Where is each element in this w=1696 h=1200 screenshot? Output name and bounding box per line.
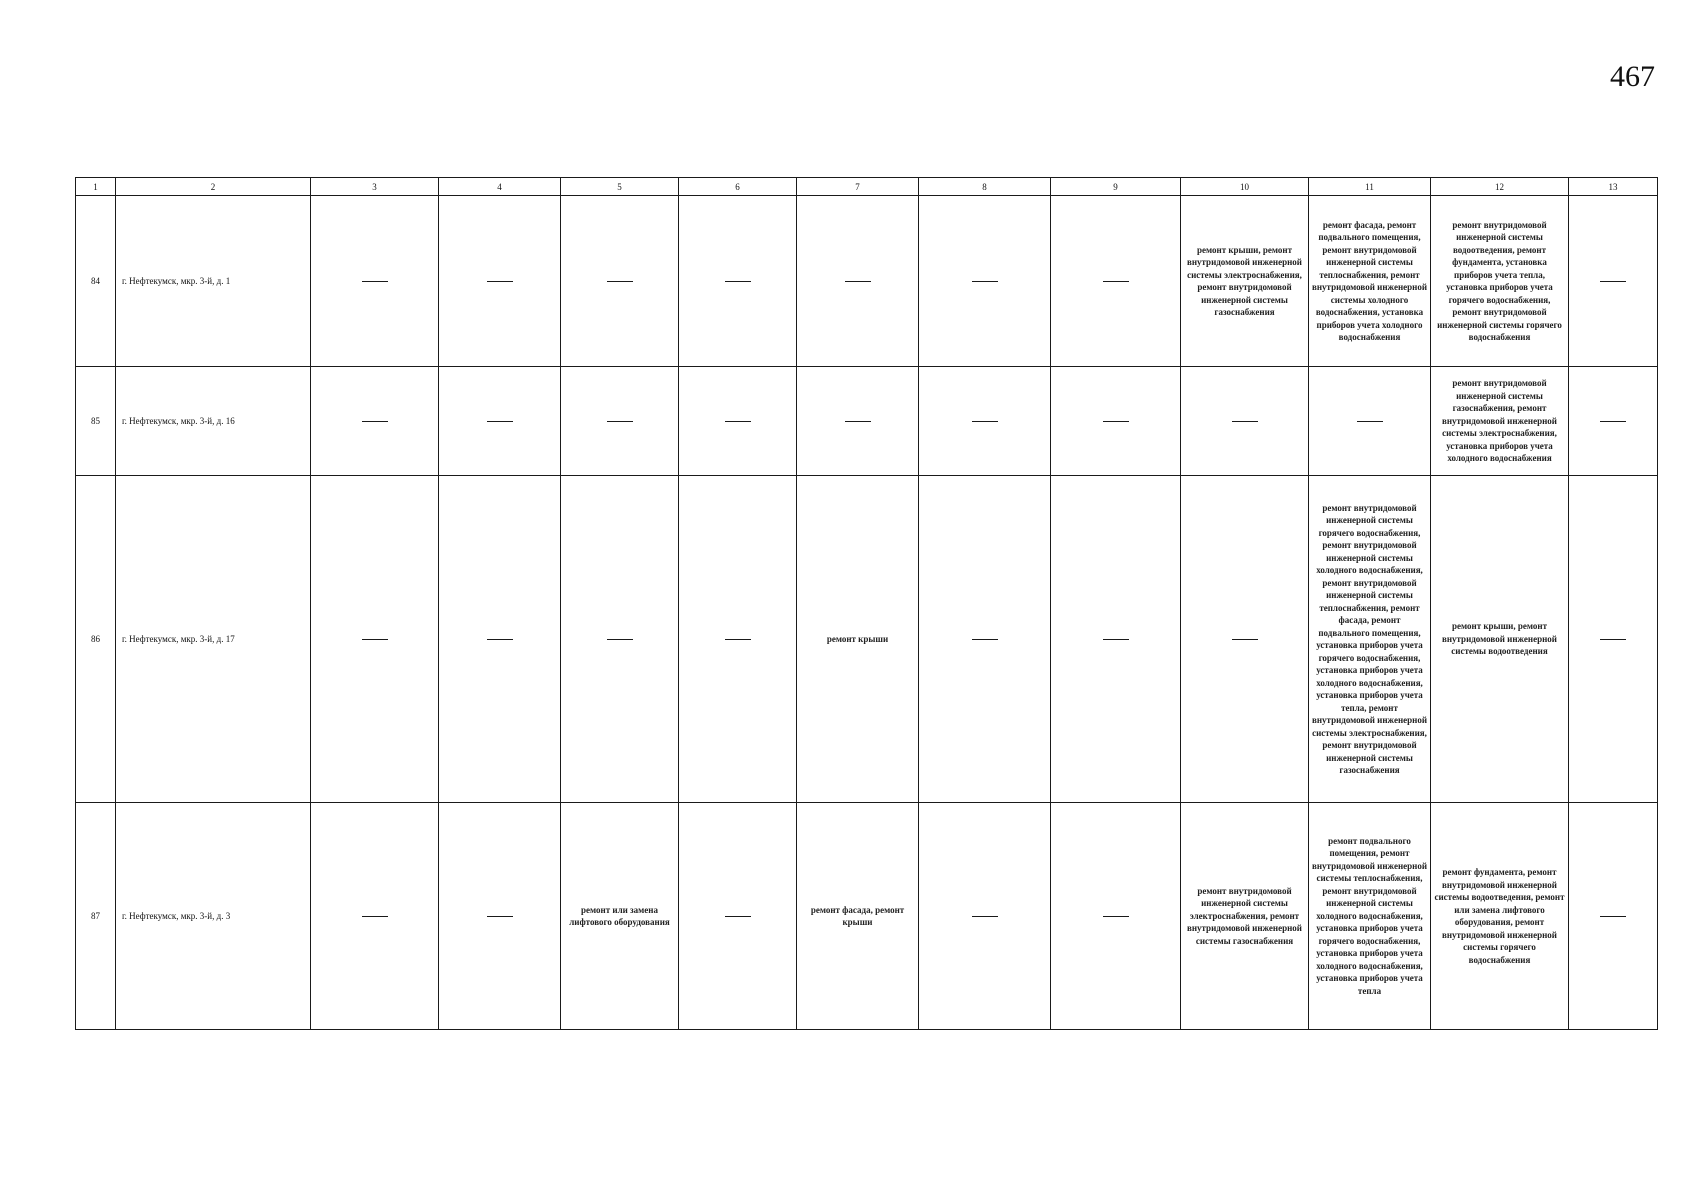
dash-mark (487, 421, 513, 422)
dash-mark (1600, 639, 1626, 640)
dash-mark (725, 281, 751, 282)
table-row (76, 196, 1658, 367)
cell-works: ремонт внутридомовой инженерной системы электроснабжения, ремонт внутридомовой инженерной системы газоснабжения (1181, 803, 1309, 1030)
cell-empty (1569, 476, 1658, 803)
cell-empty (679, 367, 797, 476)
column-header: 13 (1569, 178, 1658, 196)
dash-mark (362, 639, 388, 640)
cell-empty (919, 196, 1051, 367)
column-header: 4 (439, 178, 561, 196)
dash-mark (607, 281, 633, 282)
column-header: 5 (561, 178, 679, 196)
row-number: 86 (76, 476, 116, 803)
dash-mark (1600, 421, 1626, 422)
cell-empty (439, 196, 561, 367)
cell-empty (1569, 196, 1658, 367)
cell-works: ремонт фасада, ремонт подвального помещения, ремонт внутридомовой инженерной системы теплоснабжения, ремонт внутридомовой инженерной системы холодного водоснабжения, установка приборов учета холодного водоснабжения (1309, 196, 1431, 367)
dash-mark (972, 916, 998, 917)
column-header: 12 (1431, 178, 1569, 196)
cell-empty (1181, 476, 1309, 803)
row-number: 85 (76, 367, 116, 476)
dash-mark (1357, 421, 1383, 422)
dash-mark (362, 421, 388, 422)
column-header: 1 (76, 178, 116, 196)
dash-mark (1103, 421, 1129, 422)
dash-mark (845, 421, 871, 422)
column-header: 3 (311, 178, 439, 196)
cell-empty (679, 196, 797, 367)
cell-empty (311, 803, 439, 1030)
header-row (76, 178, 1658, 196)
row-number: 87 (76, 803, 116, 1030)
dash-mark (1103, 281, 1129, 282)
dash-mark (487, 916, 513, 917)
cell-empty (561, 476, 679, 803)
dash-mark (972, 281, 998, 282)
cell-empty (1051, 196, 1181, 367)
cell-works: ремонт фасада, ремонт крыши (797, 803, 919, 1030)
cell-works: ремонт внутридомовой инженерной системы газоснабжения, ремонт внутридомовой инженерной системы электроснабжения, установка приборов учета холодного водоснабжения (1431, 367, 1569, 476)
dash-mark (1103, 916, 1129, 917)
cell-empty (919, 367, 1051, 476)
column-header: 9 (1051, 178, 1181, 196)
dash-mark (362, 916, 388, 917)
cell-works: ремонт крыши, ремонт внутридомовой инженерной системы электроснабжения, ремонт внутридомовой инженерной системы газоснабжения (1181, 196, 1309, 367)
table-row (76, 803, 1658, 1030)
dash-mark (725, 639, 751, 640)
dash-mark (1232, 421, 1258, 422)
dash-mark (972, 639, 998, 640)
cell-empty (311, 476, 439, 803)
table-row (76, 367, 1658, 476)
dash-mark (1600, 281, 1626, 282)
dash-mark (725, 916, 751, 917)
cell-empty (561, 367, 679, 476)
schedule-table (75, 177, 1658, 1030)
cell-empty (1569, 803, 1658, 1030)
cell-works: ремонт крыши, ремонт внутридомовой инженерной системы водоотведения (1431, 476, 1569, 803)
cell-works: ремонт подвального помещения, ремонт внутридомовой инженерной системы теплоснабжения, ремонт внутридомовой инженерной системы холодного водоснабжения, установка приборов учета горячего водоснабжения, установка приборов учета холодного водоснабжения, установка приборов учета тепла (1309, 803, 1431, 1030)
dash-mark (1232, 639, 1258, 640)
column-header: 10 (1181, 178, 1309, 196)
page-number: 467 (1610, 60, 1655, 93)
cell-empty (311, 367, 439, 476)
dash-mark (362, 281, 388, 282)
cell-empty (797, 367, 919, 476)
dash-mark (1103, 639, 1129, 640)
table-row (76, 476, 1658, 803)
dash-mark (487, 639, 513, 640)
cell-empty (919, 803, 1051, 1030)
column-header: 8 (919, 178, 1051, 196)
dash-mark (607, 421, 633, 422)
column-header: 11 (1309, 178, 1431, 196)
cell-empty (439, 476, 561, 803)
cell-empty (1309, 367, 1431, 476)
cell-empty (1051, 803, 1181, 1030)
dash-mark (487, 281, 513, 282)
cell-works: ремонт или замена лифтового оборудования (561, 803, 679, 1030)
cell-empty (679, 476, 797, 803)
cell-empty (311, 196, 439, 367)
cell-empty (1051, 476, 1181, 803)
cell-empty (439, 367, 561, 476)
dash-mark (972, 421, 998, 422)
column-header: 7 (797, 178, 919, 196)
cell-empty (1181, 367, 1309, 476)
cell-empty (561, 196, 679, 367)
cell-empty (919, 476, 1051, 803)
cell-works: ремонт внутридомовой инженерной системы водоотведения, ремонт фундамента, установка приборов учета тепла, установка приборов учета горячего водоснабжения, ремонт внутридомовой инженерной системы горячего водоснабжения (1431, 196, 1569, 367)
cell-empty (679, 803, 797, 1030)
cell-works: ремонт крыши (797, 476, 919, 803)
column-header: 2 (116, 178, 311, 196)
dash-mark (725, 421, 751, 422)
cell-works: ремонт фундамента, ремонт внутридомовой инженерной системы водоотведения, ремонт или замена лифтового оборудования, ремонт внутридомовой инженерной системы горячего водоснабжения (1431, 803, 1569, 1030)
cell-empty (1051, 367, 1181, 476)
row-number: 84 (76, 196, 116, 367)
cell-empty (439, 803, 561, 1030)
column-header: 6 (679, 178, 797, 196)
row-address: г. Нефтекумск, мкр. 3-й, д. 3 (116, 803, 311, 1030)
row-address: г. Нефтекумск, мкр. 3-й, д. 1 (116, 196, 311, 367)
schedule-table-wrapper (75, 177, 1657, 1030)
row-address: г. Нефтекумск, мкр. 3-й, д. 17 (116, 476, 311, 803)
dash-mark (845, 281, 871, 282)
cell-empty (1569, 367, 1658, 476)
cell-empty (797, 196, 919, 367)
dash-mark (607, 639, 633, 640)
row-address: г. Нефтекумск, мкр. 3-й, д. 16 (116, 367, 311, 476)
cell-works: ремонт внутридомовой инженерной системы горячего водоснабжения, ремонт внутридомовой инженерной системы холодного водоснабжения, ремонт внутридомовой инженерной системы теплоснабжения, ремонт фасада, ремонт подвального помещения, установка приборов учета горячего водоснабжения, установка приборов учета холодного водоснабжения, установка приборов учета тепла, ремонт внутридомовой инженерной системы электроснабжения, ремонт внутридомовой инженерной системы газоснабжения (1309, 476, 1431, 803)
dash-mark (1600, 916, 1626, 917)
